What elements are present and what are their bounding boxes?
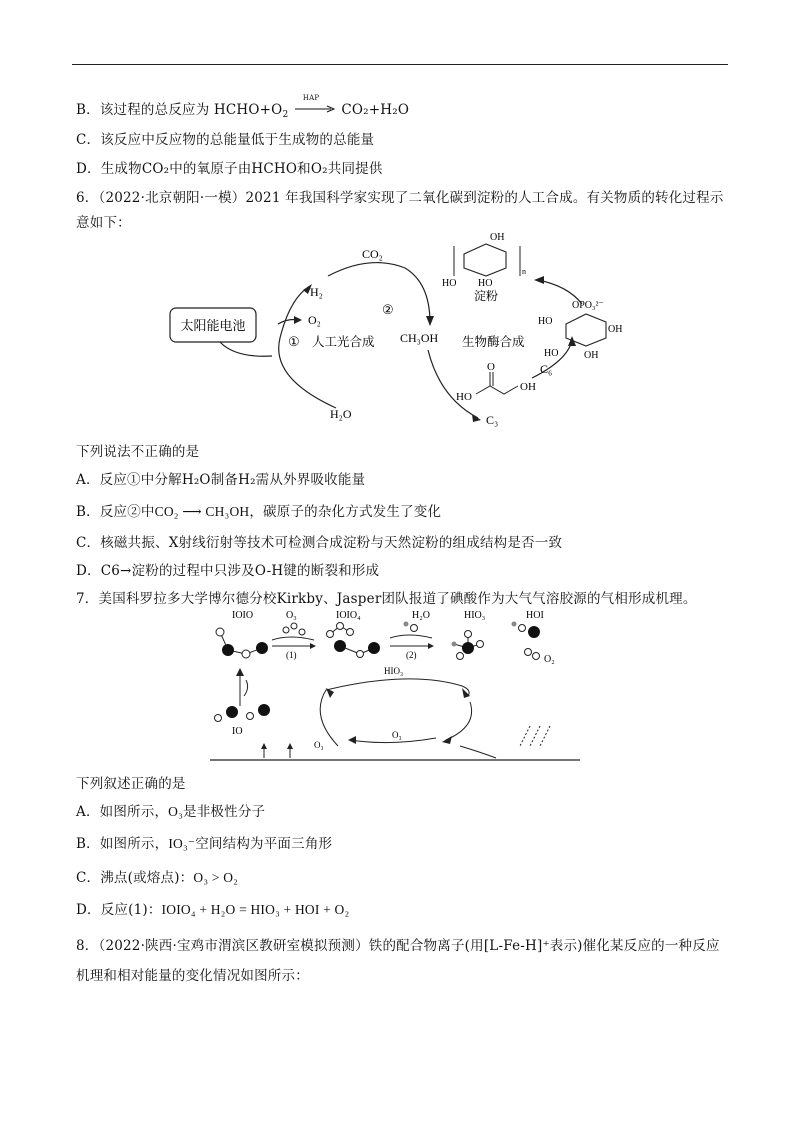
starch-oh-top: OH	[490, 232, 505, 243]
io-up-arrowhead	[236, 668, 244, 676]
starch-arrowhead	[534, 276, 544, 284]
reaction2-label: (2)	[406, 650, 417, 660]
sun-ray3	[540, 726, 550, 746]
starch-label: 淀粉	[474, 289, 499, 303]
o2-atom1	[525, 649, 532, 656]
io-label: IO	[232, 726, 243, 737]
ch3oh-label: CH₃OH	[400, 331, 439, 345]
ioio4-o3	[347, 629, 354, 636]
h2o-label: H₂O	[330, 407, 352, 421]
header-rule	[72, 64, 728, 65]
q7-option-c	[76, 866, 238, 886]
solar-battery-label: 太阳能电池	[180, 318, 246, 333]
ch3oh-c3-arc	[428, 350, 478, 418]
c3-o: O	[487, 361, 495, 373]
ioio4-label: IOIO₄	[336, 610, 361, 621]
o3-atom2	[291, 623, 297, 629]
hio3-h	[452, 642, 457, 647]
hoi-h	[512, 622, 517, 627]
catalyst-arrow	[293, 94, 337, 114]
q7-ask: 下列叙述正确的是	[76, 776, 186, 792]
q7-option-a-post: 是非极性分子	[183, 804, 266, 820]
o2-product-label: O₂	[544, 654, 555, 665]
q8-stem-line1: 8．（2022·陕西·宝鸡市渭滨区教研室模拟预测）铁的配合物离子(用[L-Fe-H]⁺表示)催化某反应的一种反应	[76, 938, 720, 954]
hio3-label: HIO₃	[464, 610, 486, 621]
arrow2-curve	[390, 635, 432, 638]
hio3-o3	[457, 653, 464, 660]
q6-option-b-post: ，碳原子的杂化方式发生了变化	[249, 504, 442, 520]
q5-option-b-products: CO₂+H₂O	[341, 102, 410, 118]
hio3-o2	[477, 641, 484, 648]
starch-ho2: HO	[478, 278, 493, 289]
starch-ring	[464, 244, 506, 276]
h2o-h	[404, 622, 409, 627]
q7-option-b	[76, 832, 332, 852]
q7-option-b-pre: B．如图所示，	[76, 836, 169, 852]
q8-stem-line2: 机理和相对能量的变化情况如图所示：	[76, 968, 309, 984]
io1-o	[215, 715, 222, 722]
q7-option-a	[76, 800, 265, 820]
surface-o3-label: O₃	[314, 740, 324, 750]
io-merge-curve	[244, 680, 248, 696]
o2-label: O₂	[308, 313, 321, 327]
q7-option-a-formula: O₃	[168, 804, 184, 819]
q6-option-b	[76, 500, 441, 520]
q5-option-d: D．生成物CO₂中的氧原子由HCHO和O₂共同提供	[76, 161, 383, 177]
q5-option-b-text: B．该过程的总反应为 HCHO+O	[76, 102, 283, 118]
cycle-right-arc	[446, 702, 472, 740]
c3-ho: HO	[456, 391, 472, 403]
co2-arc	[328, 263, 430, 323]
cycle-hio3-label: HIO₃	[384, 666, 404, 676]
c3-label: C₃	[486, 413, 499, 427]
hio3-i	[462, 642, 474, 654]
hio3-o1	[465, 631, 472, 638]
ground-curve	[460, 746, 496, 758]
step1-label: ①	[288, 334, 300, 349]
q6-stem-line2: 意如下：	[76, 215, 131, 231]
c3-arrowhead	[472, 414, 481, 422]
sun-ray1	[520, 726, 530, 746]
arrow1-curve	[272, 637, 314, 640]
q7-option-c-pre: C．沸点(或熔点)：	[76, 870, 194, 886]
ioio-i1	[222, 644, 234, 656]
ground-arrowhead1	[261, 743, 267, 749]
ioio-i2	[256, 642, 268, 654]
q7-option-d-pre: D．反应(1)：	[76, 902, 162, 918]
cycle-inner-arrowhead	[348, 736, 356, 744]
h2o-reactant-label: H₂O	[412, 610, 430, 621]
q6-stem-line1: 6．（2022·北京朝阳·一模）2021 年我国科学家实现了二氧化碳到淀粉的人工合成。有关物质的转化过程示	[76, 190, 724, 206]
hoi-o	[519, 625, 526, 632]
c6-phosphate: OPO₃²⁻	[572, 300, 604, 311]
q6-option-b-equation: CO₂ ⟶ CH₃OH	[154, 504, 250, 519]
arrow1-head	[310, 643, 316, 649]
ioio-o2	[242, 650, 250, 658]
q7-option-b-formula: IO₃⁻	[168, 836, 196, 851]
q6-option-d: D．C6→淀粉的过程中只涉及O-H键的断裂和形成	[76, 563, 380, 579]
q7-option-a-pre: A．如图所示，	[76, 804, 169, 820]
h2-label: H₂	[310, 285, 323, 299]
ground-arrowhead2	[287, 743, 293, 749]
co2-label: CO₂	[362, 247, 383, 261]
q7-option-b-post: 空间结构为平面三角形	[195, 836, 333, 852]
c6-oh-right: OH	[608, 324, 623, 335]
c6-ho-bottom: HO	[544, 348, 559, 359]
catalyst-label: HAP	[302, 94, 320, 102]
cycle-o3-label: O₃	[392, 730, 402, 740]
hoi-i	[528, 626, 540, 638]
ioio-o1	[216, 628, 224, 636]
o2-arrowhead	[294, 316, 302, 324]
battery-arrow	[220, 342, 272, 356]
io2-o	[247, 713, 254, 720]
q6-ask: 下列说法不正确的是	[76, 444, 200, 460]
sun-ray2	[530, 726, 540, 746]
artificial-photosynthesis-label: 人工光合成	[312, 335, 375, 349]
o2-atom2	[533, 653, 540, 660]
o3-atom1	[283, 627, 289, 633]
ioio4-i1	[334, 640, 346, 652]
ioio4-o2	[337, 623, 344, 630]
q7-option-c-formula: O₃ > O₂	[193, 870, 239, 885]
io2-i	[258, 704, 270, 716]
q6-option-a: A．反应①中分解H₂O制备H₂需从外界吸收能量	[76, 472, 366, 488]
q7-stem: 7．美国科罗拉多大学博尔德分校Kirkby、Jasper团队报道了碘酸作为大气气溶胶源的气相形成机理。	[76, 591, 697, 607]
c6-label: C₆	[540, 362, 553, 376]
o3-reactant-label: O₃	[286, 610, 297, 621]
starch-n: n	[522, 267, 526, 276]
q7-figure	[210, 606, 580, 766]
q5-option-c: C．该反应中反应物的总能量低于生成物的总能量	[76, 132, 375, 148]
ioio4-i2	[368, 642, 380, 654]
reaction1-label: (1)	[286, 650, 297, 660]
ioio-label: IOIO	[232, 610, 254, 621]
q7-option-d-equation: IOIO₄ + H₂O = HIO₃ + HOI + O₂	[161, 902, 350, 917]
q5-option-b: B．该过程的总反应为 $HCHO+O_2$ HAP CO₂+H₂O	[76, 94, 410, 120]
o3-atom3	[299, 629, 305, 635]
c6-oh-bottom: OH	[584, 350, 599, 361]
cycle-right-arrowhead	[442, 736, 452, 744]
q6-figure	[160, 228, 640, 438]
c3-oh: OH	[520, 381, 536, 393]
io1-i	[226, 706, 238, 718]
q6-option-b-pre: B．反应②中	[76, 504, 155, 520]
c3-skeleton	[476, 386, 518, 394]
h2o-o	[411, 625, 418, 632]
ioio4-o4	[357, 651, 364, 658]
ioio4-o1	[327, 631, 334, 638]
q6-option-c: C．核磁共振、X射线衍射等技术可检测合成淀粉与天然淀粉的组成结构是否一致	[76, 535, 563, 551]
step2-label: ②	[382, 302, 394, 317]
c6-ho: HO	[538, 316, 553, 327]
ch3oh-arrowhead	[426, 316, 434, 326]
hoi-label: HOI	[526, 610, 544, 621]
arrow2-head	[428, 643, 434, 649]
enzymatic-synthesis-label: 生物酶合成	[462, 335, 525, 349]
q7-option-d	[76, 898, 349, 918]
starch-ho: HO	[442, 278, 457, 289]
